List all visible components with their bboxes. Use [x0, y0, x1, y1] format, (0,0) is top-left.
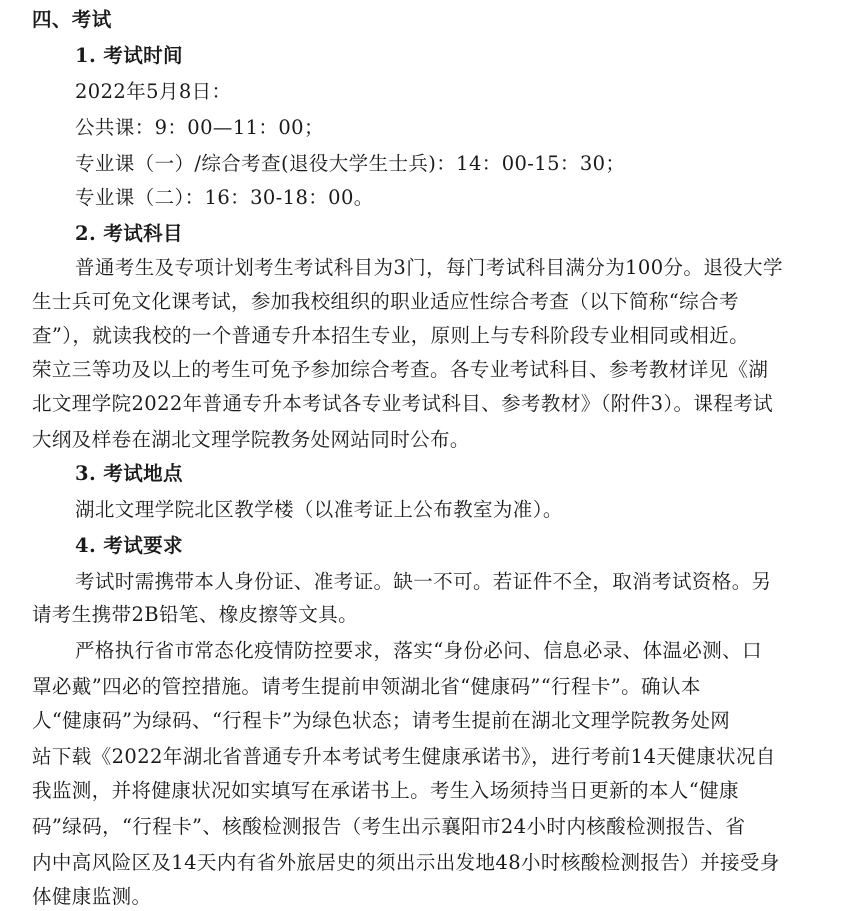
subjects-line: 生士兵可免文化课考试，参加我校组织的职业适应性综合考查（以下简称“综合考 [32, 290, 739, 313]
exam-location-text: 湖北文理学院北区教学楼（以准考证上公布教室为准）。 [75, 498, 563, 521]
subjects-line: 北文理学院2022年普通专升本考试各专业考试科目、参考教材》（附件3）。课程考试 [32, 392, 774, 415]
epidemic-line: 严格执行省市常态化疫情防控要求，落实“身份必问、信息必录、体温必测、口 [75, 639, 762, 662]
epidemic-line: 内中高风险区及14天内有省外旅居史的须出示出发地48小时核酸检测报告）并接受身 [32, 851, 780, 874]
subheading-exam-location: 3. 考试地点 [75, 462, 183, 485]
exam-date: 2022年5月8日： [75, 80, 232, 103]
schedule-major-course-1: 专业课（一）/综合考查(退役大学生士兵)：14：00-15：30； [75, 152, 626, 175]
schedule-major-course-2: 专业课（二）：16：30-18：00。 [75, 186, 374, 209]
schedule-public-course: 公共课：9：00—11：00； [75, 116, 324, 139]
epidemic-line: 人“健康码”为绿码、“行程卡”为绿色状态；请考生提前在湖北文理学院教务处网 [32, 709, 731, 732]
epidemic-line: 罩必戴”四必的管控措施。请考生提前申领湖北省“健康码”“行程卡”。确认本 [32, 675, 701, 698]
requirements-line: 考试时需携带本人身份证、准考证。缺一不可。若证件不全，取消考试资格。另 [75, 570, 772, 593]
epidemic-line: 站下载《2022年湖北省普通专升本考试考生健康承诺书》，进行考前14天健康状况自 [32, 745, 776, 768]
subjects-line: 查”），就读我校的一个普通专升本招生专业，原则上与专科阶段专业相同或相近。 [32, 324, 750, 347]
subjects-line: 大纲及样卷在湖北文理学院教务处网站同时公布。 [32, 428, 470, 451]
subjects-line: 荣立三等功及以上的考生可免予参加综合考查。各专业考试科目、参考教材详见《湖 [32, 358, 769, 381]
subjects-line: 普通考生及专项计划考生考试科目为3门，每门考试科目满分为100分。退役大学 [75, 256, 783, 279]
requirements-line: 请考生携带2B铅笔、橡皮擦等文具。 [32, 603, 359, 626]
epidemic-line: 体健康监测。 [32, 885, 152, 908]
subheading-exam-time: 1. 考试时间 [75, 44, 183, 67]
epidemic-line: 码”绿码，“行程卡”、核酸检测报告（考生出示襄阳市24小时内核酸检测报告、省 [32, 815, 746, 838]
section-heading: 四、考试 [32, 8, 112, 31]
subheading-exam-subjects: 2. 考试科目 [75, 222, 183, 245]
subheading-exam-requirements: 4. 考试要求 [75, 534, 183, 557]
epidemic-line: 我监测，并将健康状况如实填写在承诺书上。考生入场须持当日更新的本人“健康 [32, 779, 739, 802]
